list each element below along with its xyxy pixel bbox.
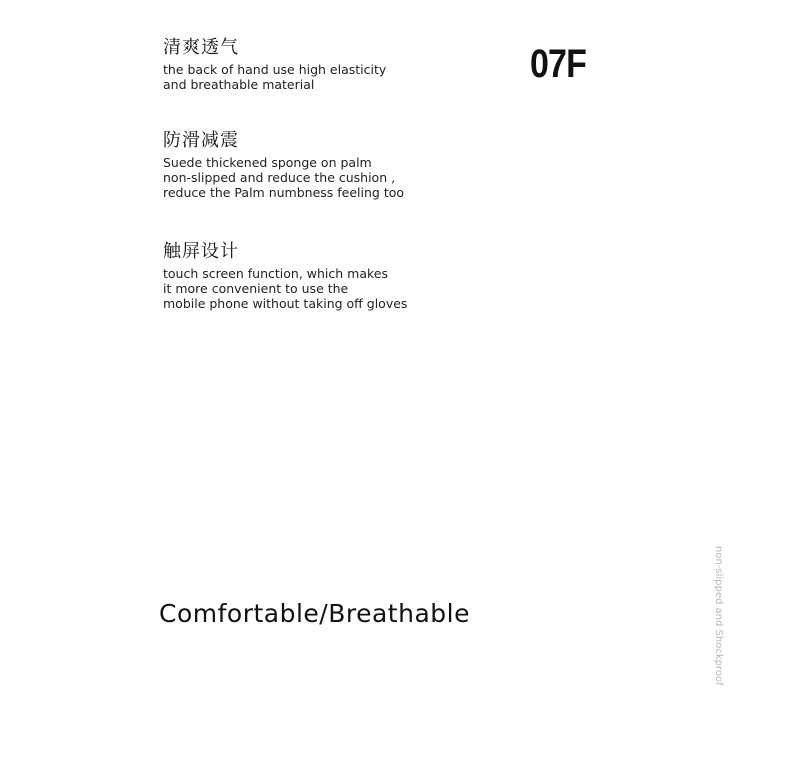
feature-description-line: non-slipped and reduce the cushion , <box>163 170 396 185</box>
feature-description-line: touch screen function, which makes <box>163 266 388 281</box>
headline: Comfortable/Breathable <box>159 599 470 628</box>
side-caption: non-slipped and Shockproof <box>713 546 724 686</box>
feature-breathable <box>163 37 386 92</box>
feature-title: 防滑减震 <box>163 130 239 151</box>
feature-touch-screen <box>163 241 407 311</box>
model-code: 07F <box>530 42 587 86</box>
feature-non-slip <box>163 130 404 200</box>
feature-description-line: the back of hand use high elasticity <box>163 62 387 77</box>
feature-description-line: Suede thickened sponge on palm <box>163 155 372 170</box>
feature-description-line: it more convenient to use the <box>163 281 349 296</box>
feature-description-line: and breathable material <box>163 77 315 92</box>
feature-title: 触屏设计 <box>163 241 239 262</box>
feature-description-line: mobile phone without taking off gloves <box>163 296 408 311</box>
feature-description-line: reduce the Palm numbness feeling too <box>163 185 405 200</box>
feature-title: 清爽透气 <box>163 37 239 58</box>
